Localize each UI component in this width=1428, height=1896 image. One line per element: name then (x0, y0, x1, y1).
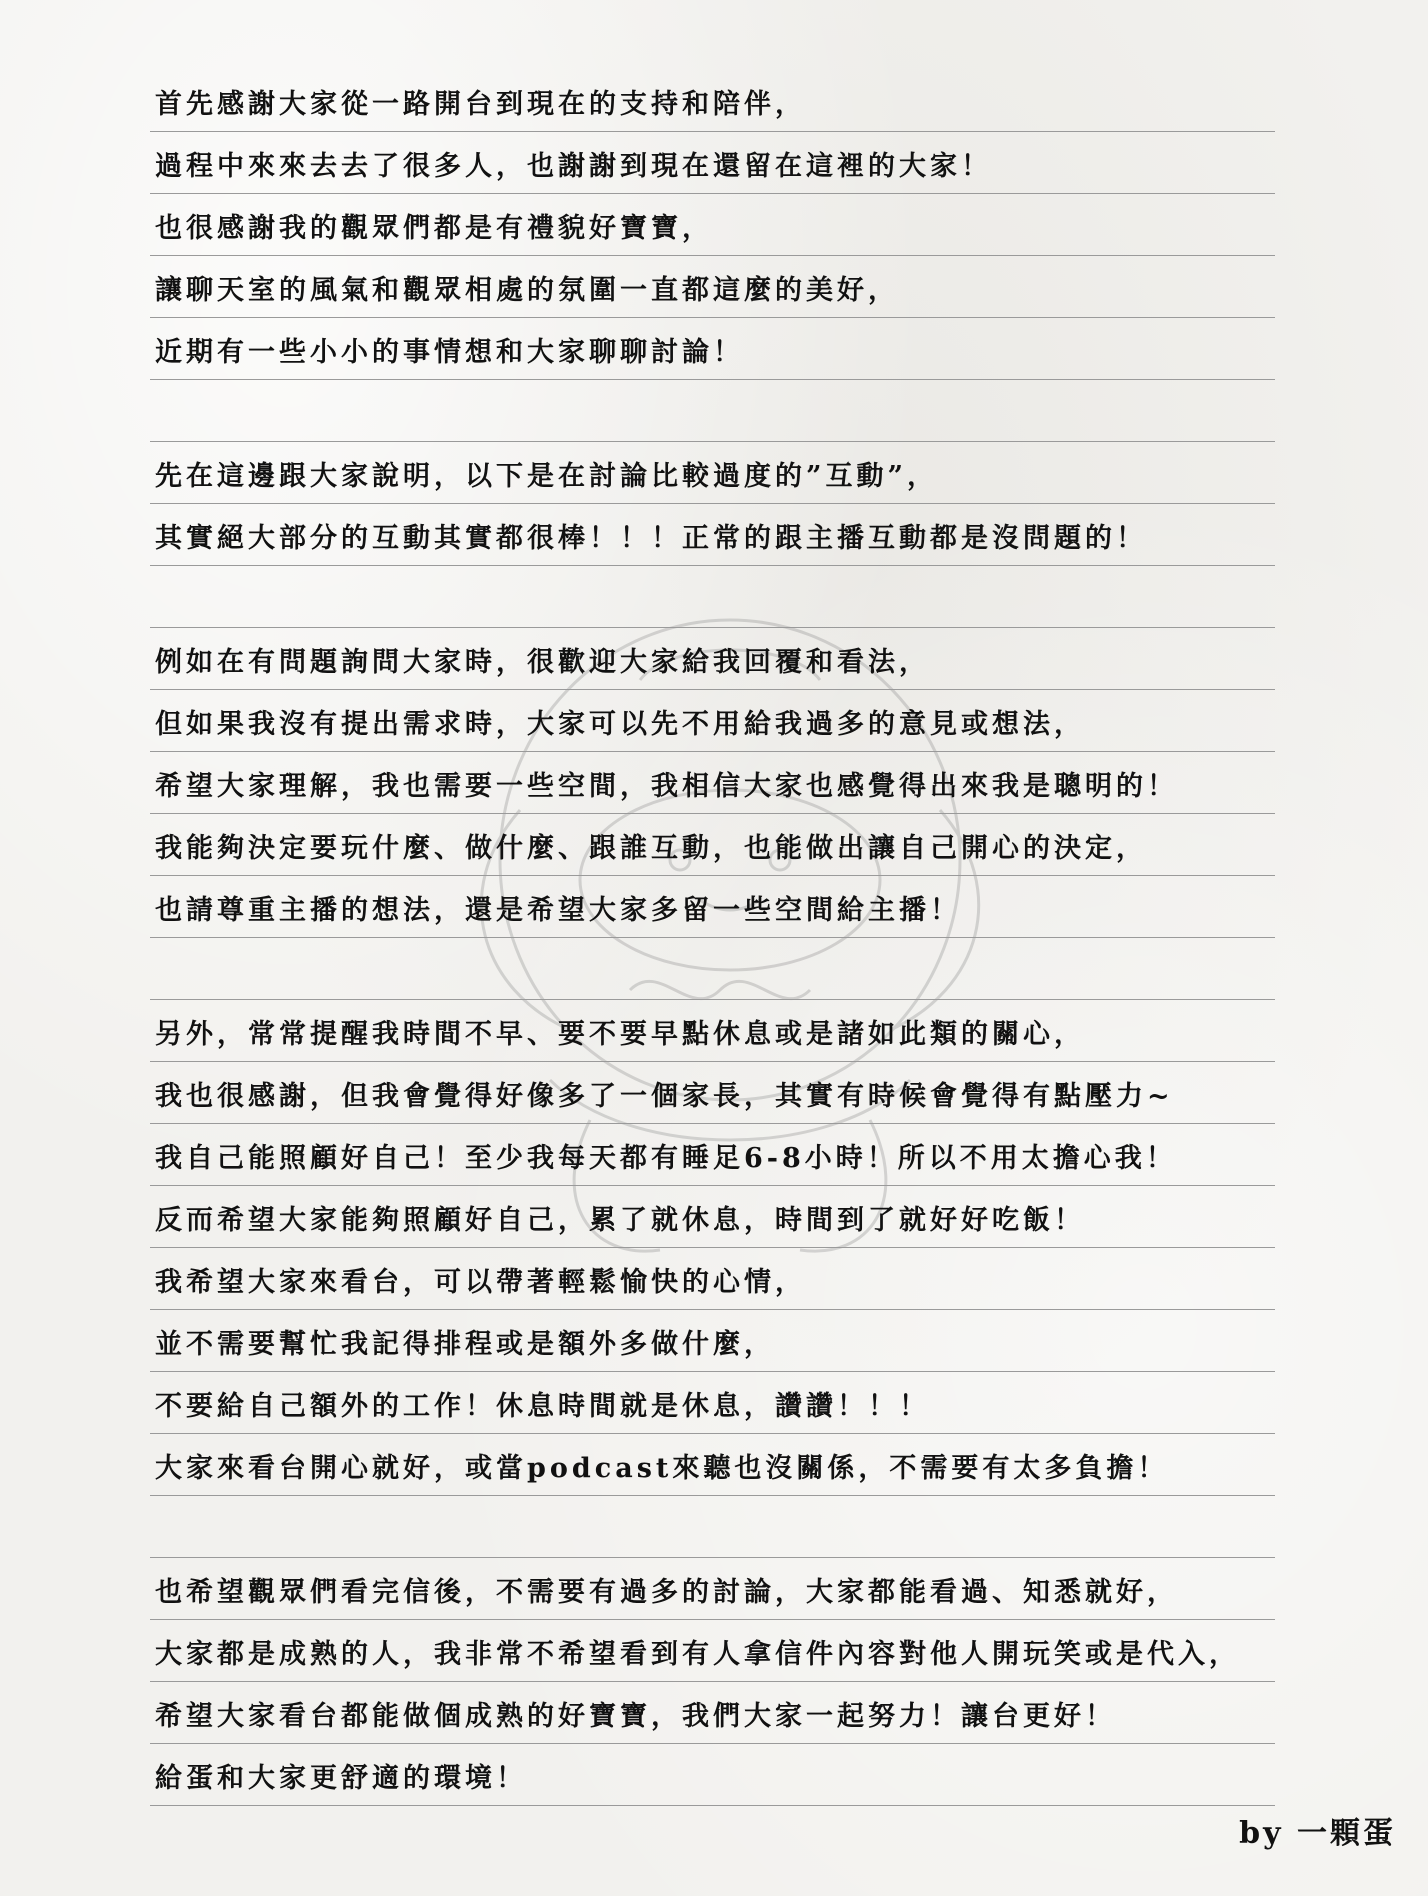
letter-line-text: 並不需要幫忙我記得排程或是額外多做什麼， (155, 1329, 775, 1360)
letter-line-text: 也希望觀眾們看完信後，不需要有過多的討論，大家都能看過、知悉就好， (155, 1577, 1178, 1608)
letter-line (150, 70, 1275, 132)
letter-line (150, 1062, 1275, 1124)
letter-line-text: 過程中來來去去了很多人，也謝謝到現在還留在這裡的大家！ (155, 151, 992, 182)
letter-line-text: 大家來看台開心就好，或當podcast來聽也沒關係，不需要有太多負擔！ (155, 1453, 1169, 1484)
letter-line-text: 例如在有問題詢問大家時，很歡迎大家給我回覆和看法， (155, 647, 930, 678)
letter-line (150, 1000, 1275, 1062)
letter-line-text: 我能夠決定要玩什麼、做什麼、跟誰互動，也能做出讓自己開心的決定， (155, 833, 1147, 864)
letter-line (150, 1124, 1275, 1186)
letter-line-text: 希望大家看台都能做個成熟的好寶寶，我們大家一起努力！讓台更好！ (155, 1701, 1116, 1732)
letter-line-text: 讓聊天室的風氣和觀眾相處的氛圍一直都這麼的美好， (155, 275, 899, 306)
letter-line-text: 我希望大家來看台，可以帶著輕鬆愉快的心情， (155, 1267, 806, 1298)
letter-line (150, 380, 1275, 442)
letter-line-text: 我自己能照顧好自己！至少我每天都有睡足6-8小時！所以不用太擔心我！ (155, 1143, 1177, 1174)
letter-line (150, 690, 1275, 752)
letter-line (150, 814, 1275, 876)
letter-line (150, 1496, 1275, 1558)
letter-line (150, 1434, 1275, 1496)
letter-body (150, 70, 1275, 1806)
letter-line-text: 希望大家理解，我也需要一些空間，我相信大家也感覺得出來我是聰明的！ (155, 771, 1178, 802)
letter-line (150, 752, 1275, 814)
letter-line-text: 但如果我沒有提出需求時，大家可以先不用給我過多的意見或想法， (155, 709, 1085, 740)
letter-line (150, 256, 1275, 318)
letter-line (150, 132, 1275, 194)
signature: by 一顆蛋 (1239, 1816, 1396, 1851)
letter-line (150, 876, 1275, 938)
letter-line (150, 1186, 1275, 1248)
letter-line-text: 首先感謝大家從一路開台到現在的支持和陪伴， (155, 89, 806, 120)
letter-line (150, 938, 1275, 1000)
letter-line (150, 1310, 1275, 1372)
letter-line-text: 另外，常常提醒我時間不早、要不要早點休息或是諸如此類的關心， (155, 1019, 1085, 1050)
letter-line (150, 1620, 1275, 1682)
letter-line-text: 也請尊重主播的想法，還是希望大家多留一些空間給主播！ (155, 895, 961, 926)
letter-line-text: 其實絕大部分的互動其實都很棒！！！正常的跟主播互動都是沒問題的！ (155, 523, 1147, 554)
letter-line (150, 1248, 1275, 1310)
letter-line-text: 近期有一些小小的事情想和大家聊聊討論！ (155, 337, 744, 368)
letter-line (150, 194, 1275, 256)
letter-line (150, 628, 1275, 690)
letter-line-text: 先在這邊跟大家說明，以下是在討論比較過度的”互動”， (155, 461, 939, 492)
letter-line (150, 442, 1275, 504)
letter-line (150, 1372, 1275, 1434)
letter-line (150, 504, 1275, 566)
letter-line-text: 反而希望大家能夠照顧好自己，累了就休息，時間到了就好好吃飯！ (155, 1205, 1085, 1236)
letter-line-text: 也很感謝我的觀眾們都是有禮貌好寶寶， (155, 213, 713, 244)
letter-line (150, 1744, 1275, 1806)
letter-line-text: 給蛋和大家更舒適的環境！ (155, 1763, 527, 1794)
letter-line-text: 我也很感謝，但我會覺得好像多了一個家長，其實有時候會覺得有點壓力~ (155, 1081, 1174, 1112)
letter-line (150, 1558, 1275, 1620)
letter-line (150, 566, 1275, 628)
letter-line (150, 318, 1275, 380)
letter-line (150, 1682, 1275, 1744)
letter-line-text: 大家都是成熟的人，我非常不希望看到有人拿信件內容對他人開玩笑或是代入， (155, 1639, 1240, 1670)
letter-line-text: 不要給自己額外的工作！休息時間就是休息，讚讚！！！ (155, 1391, 930, 1422)
